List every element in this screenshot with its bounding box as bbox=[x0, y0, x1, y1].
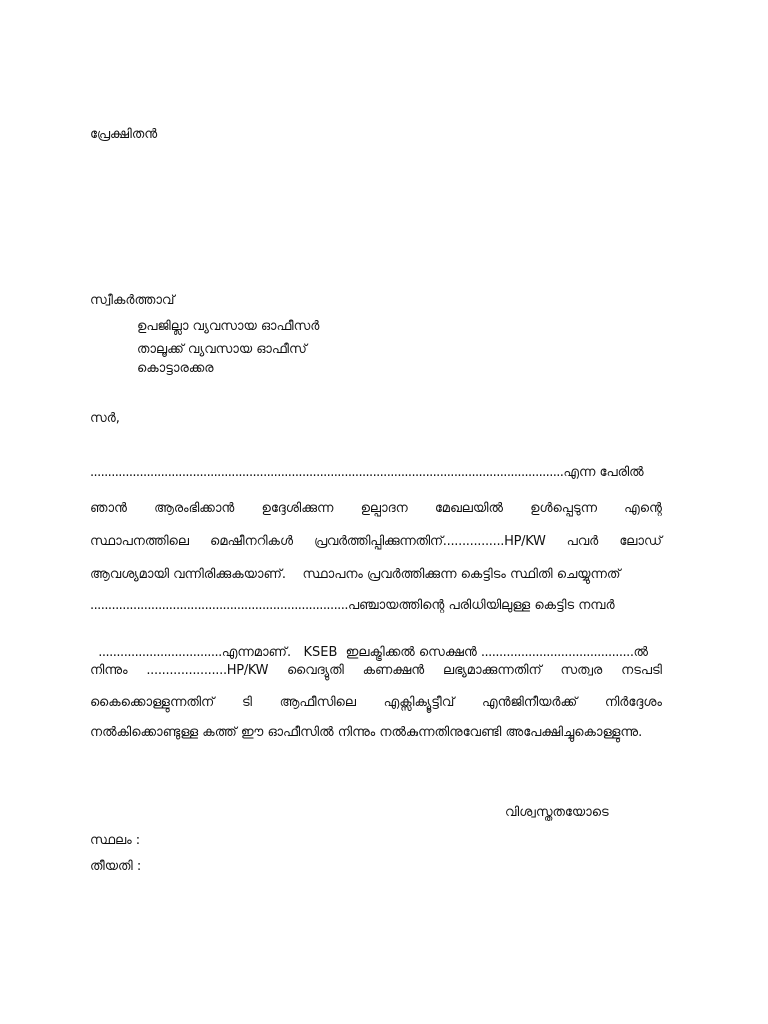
name-suffix: എന്ന പേരിൽ bbox=[563, 465, 644, 480]
word: സത്വര bbox=[560, 663, 603, 678]
panchayat-suffix: പഞ്ചായത്തിന്റെ പരിധിയിലുള്ള കെട്ടിട നമ്പർ bbox=[347, 598, 615, 613]
word: പ്രവർത്തിപ്പിക്കുന്നതിന്................HP/KW bbox=[314, 534, 546, 549]
name-blank: ...................................................................................................................................... bbox=[90, 465, 564, 480]
section-blank: .......................................... bbox=[480, 645, 634, 660]
body-line-1 bbox=[90, 464, 644, 482]
section-suffix: ൽ bbox=[633, 645, 648, 660]
word: ലോഡ് bbox=[619, 534, 662, 549]
panchayat-blank: ........................................................................ bbox=[90, 598, 348, 613]
recipient-address-line-1: ഉപജില്ലാ വ്യവസായ ഓഫീസർ bbox=[137, 319, 320, 334]
body-line-5 bbox=[90, 597, 615, 615]
word: ഉല്പാദന bbox=[360, 501, 408, 516]
word: ഞാൻ bbox=[90, 501, 127, 516]
word: ആരംഭിക്കാൻ bbox=[154, 501, 235, 516]
word: എന്റെ bbox=[624, 501, 662, 516]
word: മെഷീനറികൾ bbox=[210, 534, 293, 549]
word: സ്ഥാപനത്തിലെ bbox=[90, 534, 189, 549]
body-line-6 bbox=[90, 626, 648, 662]
word: ഉൾപ്പെടുന്ന bbox=[530, 501, 597, 516]
word: കണക്ഷൻ bbox=[362, 663, 425, 678]
word: എൻജിനീയർക്ക് bbox=[481, 695, 578, 710]
word: നിന്നും bbox=[90, 663, 128, 678]
date-label: തീയതി : bbox=[90, 859, 142, 874]
body-line-4: ആവശ്യമായി വന്നിരിക്കുകയാണ്. സ്ഥാപനം പ്രവർത്തിക്കുന്ന കെട്ടിടം സ്ഥിതി ചെയ്യുന്നത് bbox=[90, 567, 621, 582]
body-line-2 bbox=[90, 500, 662, 518]
building-number-blank: .................................. bbox=[98, 645, 222, 660]
word: മേഖലയിൽ bbox=[434, 501, 503, 516]
word: ആഫീസിലെ bbox=[279, 695, 356, 710]
kseb-text: എന്നമാണ്. KSEB ഇലക്ട്രിക്കൽ സെക്ഷൻ bbox=[221, 645, 477, 660]
closing: വിശ്വസ്തതയോടെ bbox=[505, 805, 609, 820]
word: പവർ bbox=[566, 534, 599, 549]
word: ലഭ്യമാക്കുന്നതിന് bbox=[442, 663, 542, 678]
salutation: സർ, bbox=[90, 411, 120, 426]
recipient-label: സ്വീകർത്താവ് bbox=[90, 293, 175, 308]
word: നടപടി bbox=[621, 663, 662, 678]
body-line-7 bbox=[90, 662, 662, 680]
word: വൈദ്യുതി bbox=[287, 663, 344, 678]
recipient-address-line-2: താലൂക്ക് വ്യവസായ ഓഫീസ് bbox=[137, 342, 307, 357]
word: എക്സിക്യൂട്ടീവ് bbox=[383, 695, 455, 710]
body-line-3 bbox=[90, 533, 662, 551]
word: കൈക്കൊള്ളുന്നതിന് bbox=[90, 695, 215, 710]
recipient-address-line-3: കൊട്ടാരക്കര bbox=[137, 361, 214, 376]
word: ടി bbox=[241, 695, 252, 710]
word: .....................HP/KW bbox=[146, 663, 269, 678]
word: ഉദ്ദേശിക്കുന്ന bbox=[261, 501, 334, 516]
body-line-8 bbox=[90, 694, 662, 712]
body-line-9: നൽകിക്കൊണ്ടുള്ള കത്ത് ഈ ഓഫീസിൽ നിന്നും നൽകുന്നതിനുവേണ്ടി അപേക്ഷിച്ചുകൊള്ളുന്നു. bbox=[90, 725, 643, 740]
place-label: സ്ഥലം : bbox=[90, 833, 141, 848]
word: നിർദ്ദേശം bbox=[604, 695, 662, 710]
sender-label: പ്രേക്ഷിതൻ bbox=[90, 127, 158, 142]
